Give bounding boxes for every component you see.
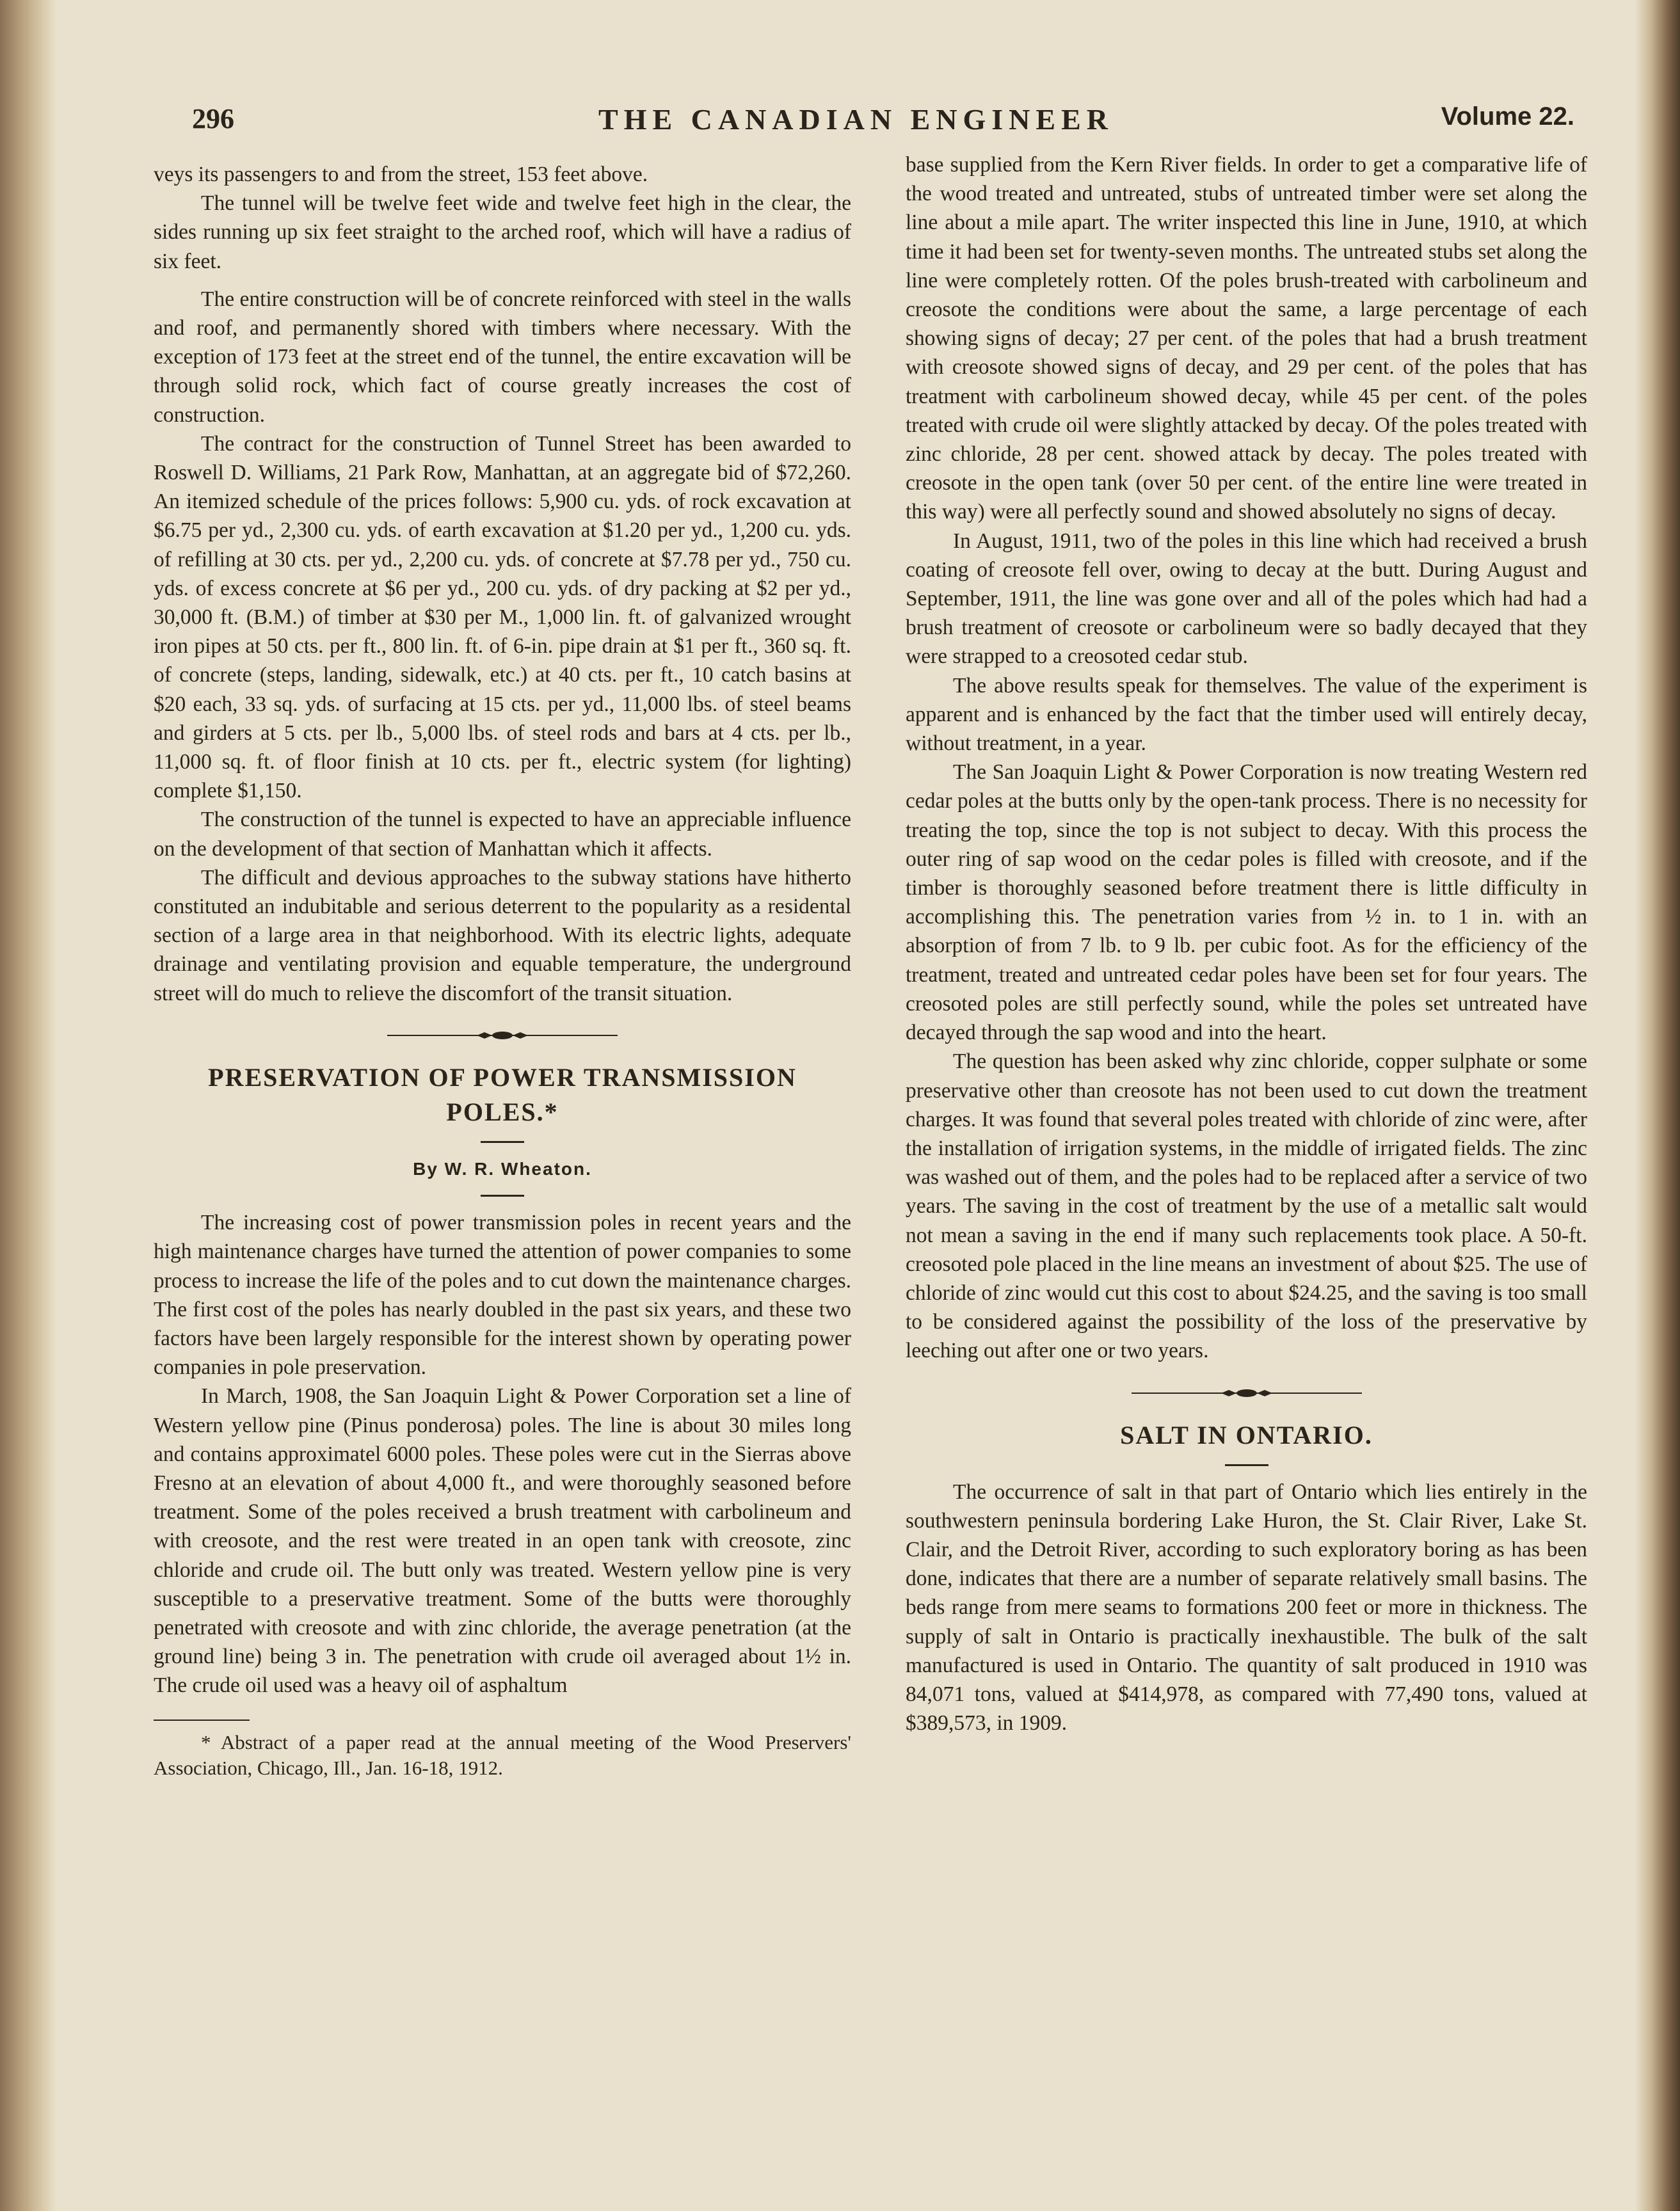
article-title-salt-in-ontario: SALT IN ONTARIO.	[1120, 1420, 1373, 1449]
title-rule	[1225, 1464, 1268, 1466]
section-divider-ornament	[906, 1387, 1587, 1399]
pole-article-paragraph: The question has been asked why zinc chloride, copper sulphate or some preservative other than creosote has not been used to cut down the treatment charges. It was found that several poles treated with chloride of zinc were, after the installation of irrigation systems, in the middle of irrigated fields. The zinc was washed out of them, and the poles had to be replaced after a service of two years. The saving in the cost of treatment by the use of a metallic salt would not mean a saving in the end if many such replacements took place. A 50-ft. creosoted pole placed in the line means an investment of about $25. The use of chloride of zinc would cut this cost to about $24.25, and the saving is too small to be considered against the possibility of the loss of the preservative by leeching out after one or two years.	[906, 1050, 1587, 1363]
book-gutter-right	[1635, 0, 1680, 2211]
salt-article-paragraph: The occurrence of salt in that part of Ontario which lies entirely in the southwestern peninsula bordering Lake Huron, the St. Clair River, Lake St. Clair, and the Detroit River, according to such exploratory boring as has been done, indicates that there are a number of separate relatively small basins. The beds range from mere seams to formations 200 feet or more in thickness. The supply of salt in Ontario is practically inexhaustible. The bulk of the salt manufactured is used in Ontario. The quantity of salt produced in 1910 was 84,071 tons, valued at $414,978, as compared with 77,490 tons, valued at $389,573, in 1909.	[906, 1480, 1587, 1736]
pole-article-paragraph: In March, 1908, the San Joaquin Light & Power Corporation set a line of Western yellow pine (Pinus ponderosa) poles. The line is about 30 miles long and contains approximatel 6000 poles. These poles were cut in the Sierras above Fresno at an elevation of about 4,000 ft., and were thoroughly seasoned before treatment. Some of the poles received a brush treatment with carbolineum and with creosote, and the rest were treated in an open tank with creosote, zinc chloride and crude oil. The butt only was treated. Western yellow pine is very susceptible to a preservative treatment. Some of the butts were thoroughly penetrated with creosote and with zinc chloride, the average penetration (at the ground line) being 3 in. The penetration with crude oil averaged about 1½ in. The crude oil used was a heavy oil of asphaltum	[154, 1384, 851, 1698]
tunnel-paragraph: The construction of the tunnel is expected to have an appreciable influence on the development of that section of Manhattan which it affects.	[154, 808, 851, 861]
pole-article-paragraph: The increasing cost of power transmission poles in recent years and the high maintenance charges have turned the attention of power companies to some process to increase the life of the poles and to cut down the maintenance charges. The first cost of the poles has nearly doubled in the past six years, and these two factors have been largely responsible for the interest shown by operating power companies in pole preservation.	[154, 1211, 851, 1380]
tunnel-paragraph: The contract for the construction of Tunnel Street has been awarded to Roswell D. Williams, 21 Park Row, Manhattan, at an aggregate bid of $72,260. An itemized schedule of the prices follows: 5,900 cu. yds. of rock excavation at $6.75 per yd., 2,300 cu. yds. of earth excavation at $1.20 per yd., 1,200 cu. yds. of refilling at 30 cts. per yd., 2,200 cu. yds. of concrete at $7.78 per yd., 750 cu. yds. of excess concrete at $6 per yd., 200 cu. yds. of dry packing at $2 per yd., 30,000 ft. (B.M.) of timber at $30 per M., 1,000 lin. ft. of galvanized wrought iron pipes at 50 cts. per ft., 800 lin. ft. of 6-in. pipe drain at $1 per ft., 360 sq. ft. of concrete (steps, landing, sidewalk, etc.) at 40 cts. per ft., 10 catch basins at $20 each, 33 sq. yds. of surfacing at 15 cts. per yd., 11,000 lbs. of steel beams and girders at 5 cts. per lb., 5,000 lbs. of steel rods and bars at 4 cts. per lb., 11,000 sq. ft. of floor finish at 10 cts. per ft., electric system (for lighting) complete $1,150.	[154, 431, 851, 803]
pole-article-paragraph: The above results speak for themselves. The value of the experiment is apparent and is enhanced by the fact that the timber used will entirely decay, without treatment, in a year.	[906, 673, 1587, 756]
pole-article-paragraph: base supplied from the Kern River fields. In order to get a comparative life of the wood treated and untreated, stubs of untreated timber were set along the line about a mile apart. The writer inspected this line in June, 1910, at which time it had been set for twenty-seven months. The untreated stubs set along the line were completely rotten. Of the poles brush-treated with carbolineum and creosote the conditions were about the same, a large percentage of each showing signs of decay; 27 per cent. of the poles that had a brush treatment with creosote showed signs of decay, and 29 per cent. of the poles that has treatment with carbolineum showed decay, while 45 per cent. of the poles treated with crude oil were slightly attacked by decay. Of the poles treated with zinc chloride, 28 per cent. showed attack by decay. The poles treated with creosote in the open tank (over 50 per cent. of the entire line were treated in this way) were all perfectly sound and showed absolutely no signs of decay.	[906, 153, 1587, 524]
right-column	[906, 150, 1587, 1737]
volume-label: Volume 22.	[1441, 102, 1574, 131]
journal-title: THE CANADIAN ENGINEER	[598, 103, 1114, 136]
pole-article-paragraph: In August, 1911, two of the poles in this line which had received a brush coating of creosote fell over, owing to decay at the butt. During August and September, 1911, the line was gone over and all of the poles which had had a brush treatment of creosote or carbolineum were so badly decayed that they were strapped to a creosoted cedar stub.	[906, 529, 1587, 669]
left-column	[154, 160, 851, 1781]
article-byline: By W. R. Wheaton.	[413, 1158, 592, 1179]
footnote-rule	[154, 1720, 250, 1721]
pole-article-paragraph: The San Joaquin Light & Power Corporation is now treating Western red cedar poles at the butts only by the open-tank process. There is no necessity for treating the top, since the top is not subject to decay. With this process the outer ring of sap wood on the cedar poles is filled with creosote, and if the timber is thoroughly seasoned before treatment there is little difficulty in accomplishing this. The penetration varies from ½ in. to 1 in. with an absorption of from 7 lb. to 9 lb. per cubic foot. As for the efficiency of the treatment, treated and untreated cedar poles have been set for four years. The creosoted poles are still perfectly sound, while the poles set untreated have decayed through the sap wood and into the heart.	[906, 760, 1587, 1045]
article-title-pole-preservation: PRESERVATION OF POWER TRANSMISSION POLES.*	[208, 1062, 797, 1126]
footnote: * Abstract of a paper read at the annual meeting of the Wood Preservers' Association, Chicago, Ill., Jan. 16-18, 1912.	[154, 1730, 851, 1779]
book-gutter-left	[0, 0, 56, 2211]
tunnel-paragraph: The difficult and devious approaches to the subway stations have hitherto constituted an indubitable and serious deterrent to the popularity as a residental section of a large area in that neighborhood. With its electric lights, adequate drainage and ventilating provision and equable temperature, the underground street will do much to relieve the discomfort of the transit situation.	[154, 865, 851, 1005]
tunnel-paragraph: The entire construction will be of concrete reinforced with steel in the walls and roof, and permanently shored with timbers where necessary. With the exception of 173 feet at the street end of the tunnel, the entire excavation will be through solid rock, which fact of course greatly increases the cost of construction.	[154, 287, 851, 427]
tunnel-paragraph: veys its passengers to and from the street, 153 feet above.	[154, 163, 648, 186]
tunnel-paragraph: The tunnel will be twelve feet wide and twelve feet high in the clear, the sides running up six feet straight to the arched roof, which will have a radius of six feet.	[154, 191, 851, 273]
title-rule	[481, 1141, 524, 1143]
byline-rule	[481, 1195, 524, 1197]
section-divider-ornament	[154, 1030, 851, 1041]
page-number: 296	[192, 103, 234, 134]
